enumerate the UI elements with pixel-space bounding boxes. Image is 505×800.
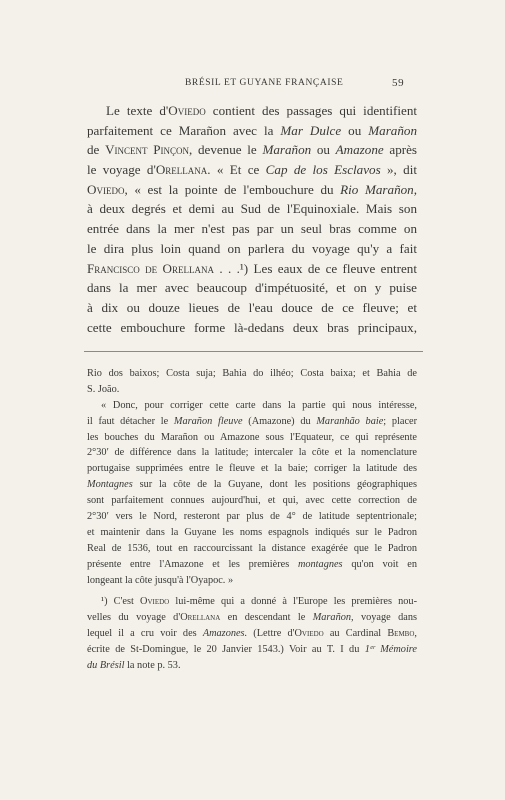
text-segment: « Donc, pour corriger cette carte dans la partie qui nous intéresse, — [101, 399, 417, 411]
text-segment: lequel il a cru voir des — [87, 628, 203, 640]
footnote-line — [87, 626, 417, 642]
text-segment: (Amazone) du — [242, 415, 317, 427]
text-line: dans la mer avec beaucoup d'impétuosité, et on y puise — [87, 280, 417, 296]
place-name: Marañon — [368, 122, 417, 138]
text-segment: la note p. 53. — [124, 660, 181, 672]
text-line: le dira plus loin quand on parlera du voyage qu'y a fait — [87, 240, 417, 256]
author-name: Oviedo — [168, 103, 206, 118]
text-segment: sur la côte de la Guyane, dont les positions géographiques — [132, 479, 417, 491]
place-name: Mar Dulce — [280, 122, 342, 138]
place-name: Amazone — [335, 142, 384, 158]
note-line — [87, 414, 417, 430]
text-line — [87, 259, 417, 279]
text-segment: en descendant le — [220, 612, 313, 624]
text-segment: contient des passages qui identifient — [205, 103, 417, 118]
text-segment: qu'on voit en — [342, 558, 417, 570]
place-name: Amazones. — [202, 628, 248, 640]
text-segment: de — [87, 142, 106, 158]
text-segment: écrite de St-Domingue, le 20 Janvier 1543.) Voir au T. I du — [87, 644, 365, 656]
work-title: 1ᵉʳ Mémoire — [364, 644, 418, 656]
footnote-line — [87, 610, 417, 626]
text-segment: , devenue le — [189, 142, 263, 158]
text-segment: après — [383, 142, 418, 158]
note-line: 2°30′ vers le Nord, resteront par plus de 4° de latitude septentrionale; — [87, 511, 417, 523]
text-segment: le voyage d' — [87, 162, 156, 178]
running-header — [0, 78, 505, 92]
place-name: montagnes — [297, 558, 343, 570]
main-paragraph — [87, 101, 417, 337]
note-line: 2°30′ de différence dans la latitude; intercaler la côte et la nomenclature — [87, 447, 417, 459]
text-segment: ; placer — [383, 415, 418, 427]
place-name: Cap de los Esclavos — [265, 162, 381, 178]
note-line: et maintenir dans la Guyane les noms espagnols indiqués sur le Padron — [87, 526, 417, 538]
place-name: Marañon — [262, 142, 312, 158]
text-segment: . . .¹) Les eaux de ce fleuve entrent — [213, 260, 417, 276]
place-name: Marañon, — [312, 612, 354, 624]
place-name: Rio Marañon, — [340, 181, 417, 197]
text-line — [87, 140, 417, 160]
author-name: Oviedo — [140, 596, 170, 608]
footnotes — [87, 366, 417, 674]
running-title: BRÉSIL ET GUYANE FRANÇAISE — [185, 78, 344, 88]
text-line — [87, 160, 417, 180]
person-name: Orellana — [155, 162, 208, 178]
note-line: sont parfaitement connues aujourd'hui, et qui, avec cette correction de — [87, 495, 417, 507]
person-name: Bembo — [387, 628, 415, 640]
text-segment: parfaitement ce Marañon avec la — [87, 122, 281, 138]
footnote-line — [87, 658, 417, 674]
text-segment: présente entre l'Amazone et les premières — [87, 558, 298, 570]
place-name: Montagnes — [87, 479, 133, 491]
place-name: Marañon fleuve — [173, 415, 243, 427]
note-line — [87, 477, 417, 493]
page-number: 59 — [392, 77, 405, 89]
note-line: Rio dos baixos; Costa suja; Bahia do ilhéo; Costa baixa; et Bahia de — [87, 368, 417, 379]
work-title: du Brésil — [87, 660, 125, 672]
text-segment: , « est la pointe de l'embouchure du — [124, 181, 341, 197]
note-line: S. João. — [87, 383, 120, 395]
text-segment: », dit — [380, 162, 417, 178]
note-line: Real de 1536, tout en raccourcissant la distance exagérée que le Padron — [87, 542, 417, 554]
person-name: Vincent Pinçon — [105, 142, 189, 158]
text-segment: ¹) C'est — [101, 596, 141, 608]
author-name: Oviedo — [87, 181, 125, 197]
text-segment: . « Et ce — [207, 162, 266, 178]
text-line — [87, 101, 417, 121]
note-line: portugaise supprimées entre le fleuve et la baie; corriger la latitude des — [87, 463, 417, 475]
text-line — [87, 180, 417, 200]
person-name: Orellana — [180, 612, 221, 624]
person-name: Francisco de Orellana — [87, 260, 214, 276]
note-line: longeant la côte jusqu'à l'Oyapoc. » — [87, 574, 234, 586]
text-segment: voyage dans — [353, 612, 417, 624]
text-line: à dix ou douze lieues de l'eau douce de ce fleuve; et — [87, 299, 417, 315]
footnote-line — [87, 594, 417, 610]
text-segment: Le texte d' — [106, 103, 169, 118]
text-segment: ou — [311, 142, 336, 158]
place-name: Maranhão baie — [316, 415, 384, 427]
text-line: entrée dans la mer n'est pas par un seul bras comme on — [87, 221, 417, 237]
text-segment: au Cardinal — [323, 628, 388, 640]
text-segment: il faut détacher le — [87, 415, 174, 427]
footnote-line — [87, 642, 417, 658]
text-line: à deux degrés et demi au Sud de l'Equinoxiale. Mais son — [87, 201, 417, 217]
text-segment: lui-même qui a donné à l'Europe les premières nou- — [169, 596, 417, 608]
footnote-divider — [84, 351, 423, 352]
note-line — [87, 398, 417, 414]
author-name: Oviedo — [294, 628, 324, 640]
note-line: les bouches du Marañon ou Amazone sous l'Equateur, ce qui représente — [87, 431, 417, 443]
note-line — [87, 557, 417, 573]
text-segment: velles du voyage d' — [87, 612, 181, 624]
text-segment: , — [414, 628, 417, 640]
text-segment: (Lettre d' — [247, 628, 295, 640]
text-segment: ou — [341, 122, 369, 138]
text-line: cette embouchure forme là-dedans deux bras principaux, — [87, 319, 417, 335]
text-line — [87, 121, 417, 141]
